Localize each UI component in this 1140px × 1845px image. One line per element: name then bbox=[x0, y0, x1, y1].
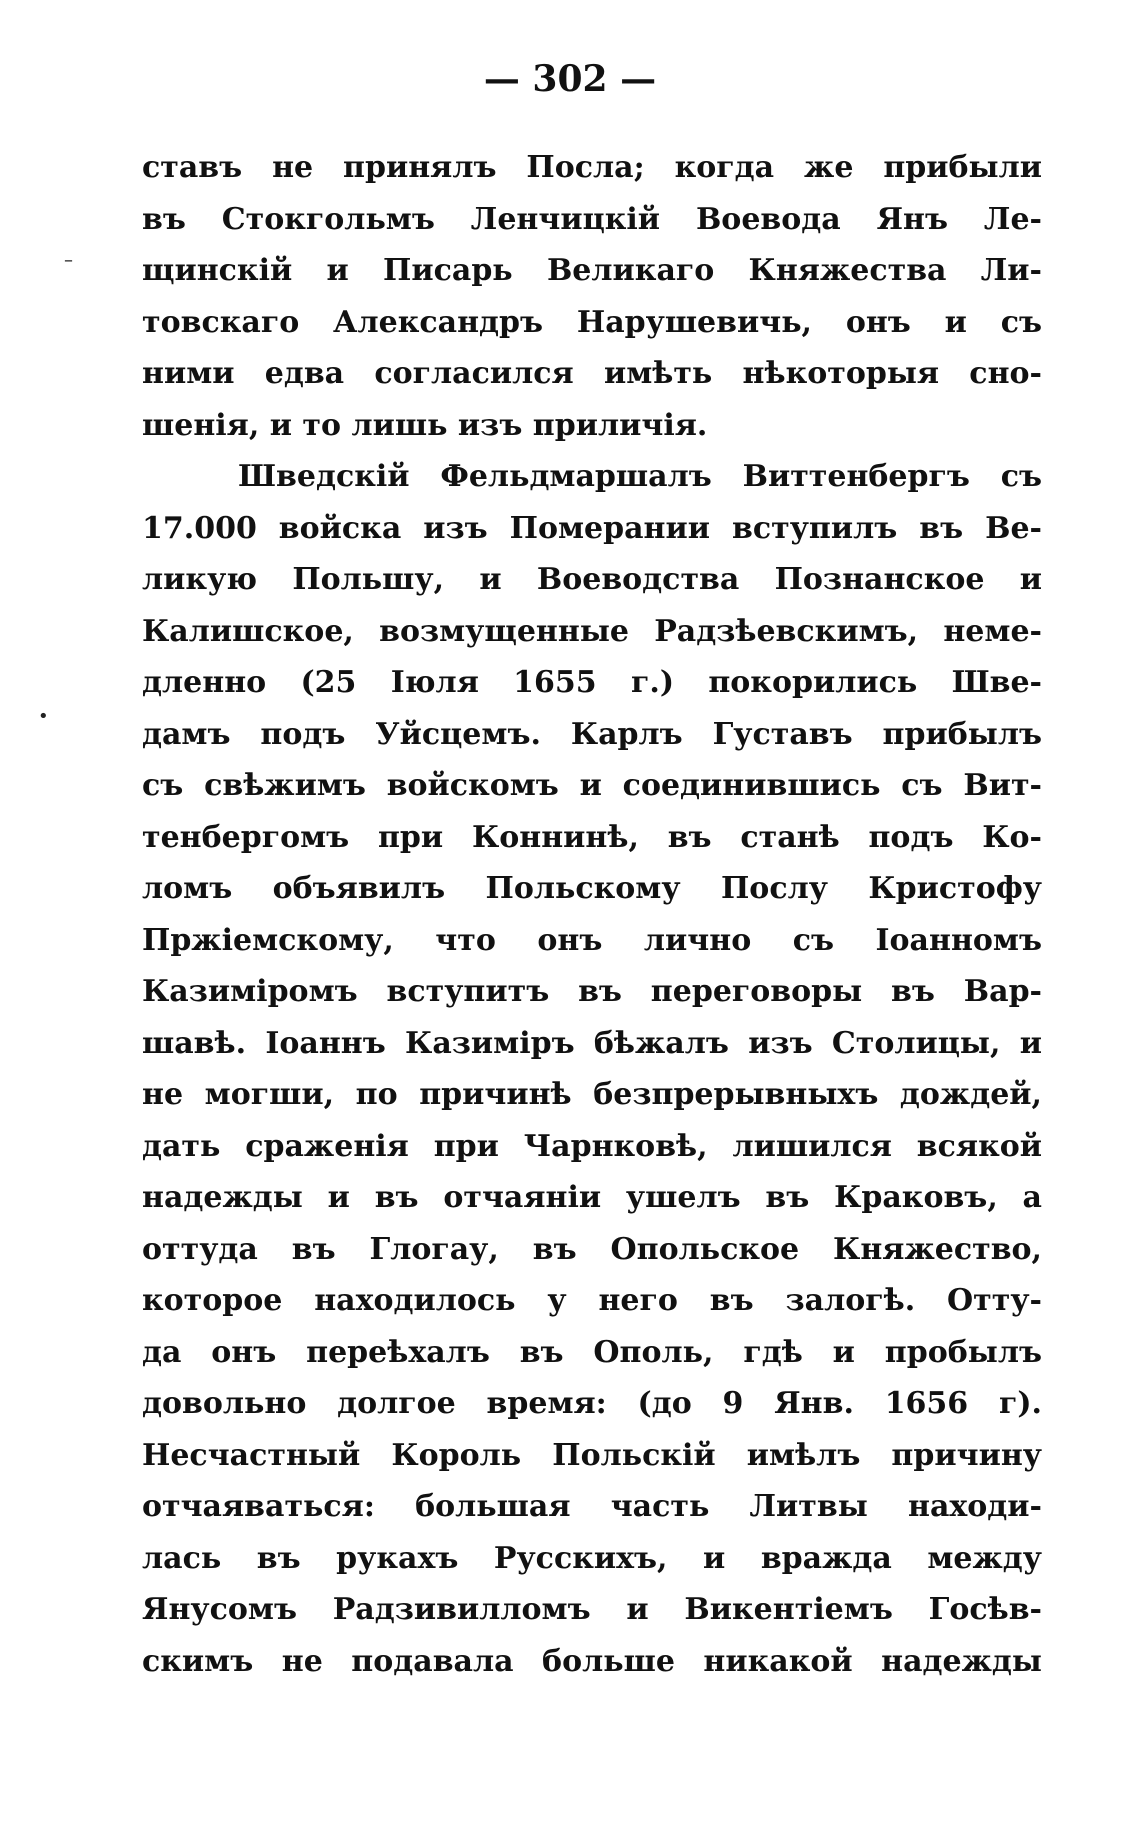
text-line: Казиміромъ вступитъ въ переговоры въ Вар- bbox=[142, 974, 1042, 1009]
text-line: Шведскій Фельдмаршалъ Виттенбергъ съ bbox=[238, 459, 1042, 494]
text-line: не могши, по причинѣ безпрерывныхъ дождей, bbox=[142, 1077, 1042, 1112]
text-line: довольно долгое время: (до 9 Янв. 1656 г). bbox=[142, 1386, 1042, 1421]
text-line: щинскій и Писарь Великаго Княжества Ли- bbox=[142, 253, 1042, 288]
page-number: — 302 — bbox=[483, 58, 657, 100]
paragraph-2 bbox=[142, 451, 1042, 1687]
text-line: 17.000 войска изъ Померании вступилъ въ Ве- bbox=[142, 510, 1042, 546]
text-line: ломъ объявилъ Польскому Послу Кристофу bbox=[142, 871, 1042, 906]
text-line: да онъ переѣхалъ въ Ополь, гдѣ и пробылъ bbox=[142, 1334, 1042, 1370]
text-line: дать сраженія при Чарнковѣ, лишился всякой bbox=[142, 1128, 1042, 1164]
text-line: Янусомъ Радзивилломъ и Викентіемъ Госѣв- bbox=[142, 1592, 1042, 1627]
text-line: въ Стокгольмъ Ленчицкій Воевода Янъ Ле- bbox=[142, 201, 1042, 237]
margin-dot-mark: • bbox=[38, 706, 49, 727]
text-line: лась въ рукахъ Русскихъ, и вражда между bbox=[142, 1540, 1042, 1576]
text-line: ставъ не принялъ Посла; когда же прибыли bbox=[142, 150, 1042, 185]
text-line: надежды и въ отчаяніи ушелъ въ Краковъ, а bbox=[142, 1180, 1042, 1215]
text-line: шавѣ. Іоаннъ Казиміръ бѣжалъ изъ Столицы, и bbox=[142, 1025, 1042, 1061]
text-line: ними едва согласился имѣть нѣкоторыя сно- bbox=[142, 356, 1042, 391]
text-line: Несчастный Король Польскій имѣлъ причину bbox=[142, 1437, 1042, 1473]
margin-dash-mark: – bbox=[64, 250, 73, 271]
paragraph-1 bbox=[142, 142, 1042, 451]
text-line: дамъ подъ Уйсцемъ. Карлъ Густавъ прибылъ bbox=[142, 716, 1042, 752]
text-line: Пржіемскому, что онъ лично съ Іоанномъ bbox=[142, 922, 1042, 958]
text-line: оттуда въ Глогау, въ Опольское Княжество, bbox=[142, 1231, 1042, 1267]
text-line: тенбергомъ при Коннинѣ, въ станѣ подъ Ко- bbox=[142, 819, 1042, 855]
text-line: дленно (25 Іюля 1655 г.) покорились Шве- bbox=[142, 665, 1042, 700]
text-line: съ свѣжимъ войскомъ и соединившись съ Вит- bbox=[142, 768, 1042, 803]
text-line: скимъ не подавала больше никакой надежды bbox=[142, 1643, 1042, 1679]
text-line: отчаяваться: большая часть Литвы находи- bbox=[142, 1489, 1042, 1524]
text-line: которое находилось у него въ залогѣ. Отту- bbox=[142, 1283, 1042, 1318]
text-line: товскаго Александръ Нарушевичь, онъ и съ bbox=[142, 304, 1042, 340]
text-line: шенія, и то лишь изъ приличія. bbox=[142, 407, 708, 443]
text-line: ликую Польшу, и Воеводства Познанское и bbox=[142, 562, 1042, 597]
body-text bbox=[142, 142, 1042, 1687]
text-line: Калишское, возмущенные Радзѣевскимъ, неме- bbox=[142, 613, 1042, 649]
